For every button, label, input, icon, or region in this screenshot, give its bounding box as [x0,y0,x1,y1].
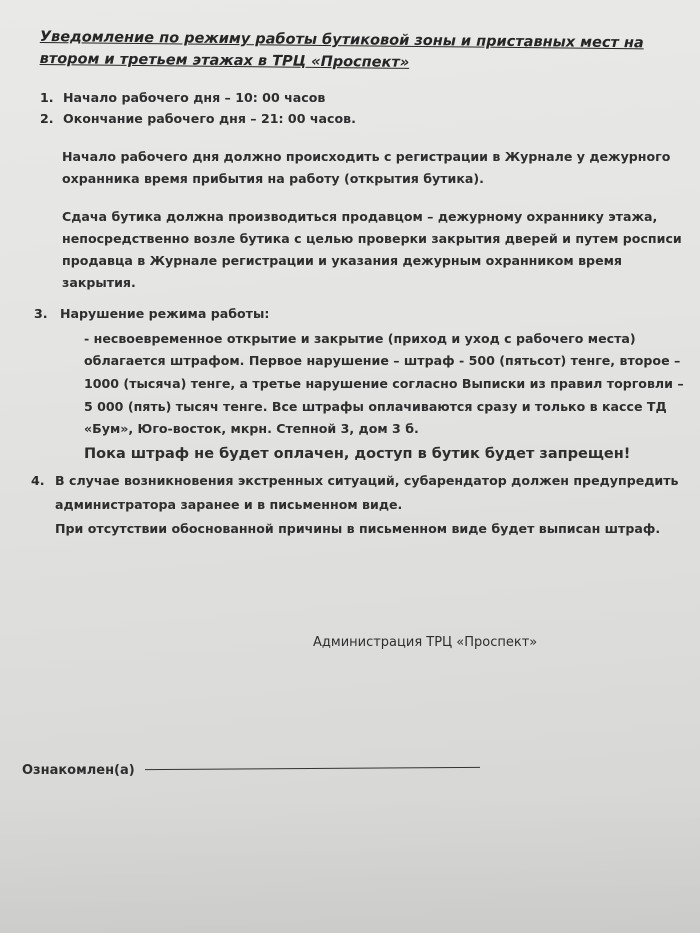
paragraph-1-line-1: Начало рабочего дня должно происходить с регистрации в Журнале у дежурного [62,149,671,164]
item-4-line-3: При отсутствии обоснованной причины в письменном виде будет выписан штраф. [55,521,661,536]
notice-title [40,26,670,77]
item-1-text: Начало рабочего дня – 10: 00 часов [63,90,326,105]
item-3-line-4: 5 000 (пять) тысяч тенге. Все штрафы оплачиваются сразу и только в кассе ТД [84,399,667,414]
paper-shadow [0,793,700,933]
acknowledged-label: Ознакомлен(а) [22,763,135,778]
title-line-2: втором и третьем этажах в ТРЦ «Проспект» [39,50,410,71]
paragraph-2-line-3: продавца в Журнале регистрации и указания дежурным охранником время [62,253,622,268]
paragraph-2-line-4: закрытия. [62,275,136,290]
signature-line [145,767,480,770]
item-2-number: 2. [40,111,54,126]
item-2-text: Окончание рабочего дня – 21: 00 часов. [63,111,356,126]
item-4-number: 4. [31,473,45,488]
item-4-line-1: В случае возникновения экстренных ситуаций, субарендатор должен предупредить [55,473,679,488]
paragraph-2-line-2: непосредственно возле бутика с целью проверки закрытия дверей и путем росписи [62,231,682,246]
administration-signature: Администрация ТРЦ «Проспект» [313,635,538,650]
item-3-warning: Пока штраф не будет оплачен, доступ в бутик будет запрещен! [84,446,631,462]
item-4-line-2: администратора заранее и в письменном виде. [55,497,403,512]
paragraph-1-line-2: охранника время прибытия на работу (открытия бутика). [62,171,484,186]
item-3-line-3: 1000 (тысяча) тенге, а третье нарушение согласно Выписки из правил торговли – [84,376,684,391]
item-3-heading: Нарушение режима работы: [60,306,270,321]
item-1-number: 1. [40,90,54,105]
item-3-number: 3. [34,306,48,321]
item-3-line-2: облагается штрафом. Первое нарушение – штраф - 500 (пятьсот) тенге, второе – [84,353,681,368]
paragraph-2-line-1: Сдача бутика должна производиться продавцом – дежурному охраннику этажа, [62,209,658,224]
item-3-line-5: «Бум», Юго-восток, мкрн. Степной 3, дом 3 б. [84,421,419,436]
title-line-1: Уведомление по режиму работы бутиковой зоны и приставных мест на [39,28,644,52]
item-3-line-1: - несвоевременное открытие и закрытие (приход и уход с рабочего места) [84,331,636,346]
